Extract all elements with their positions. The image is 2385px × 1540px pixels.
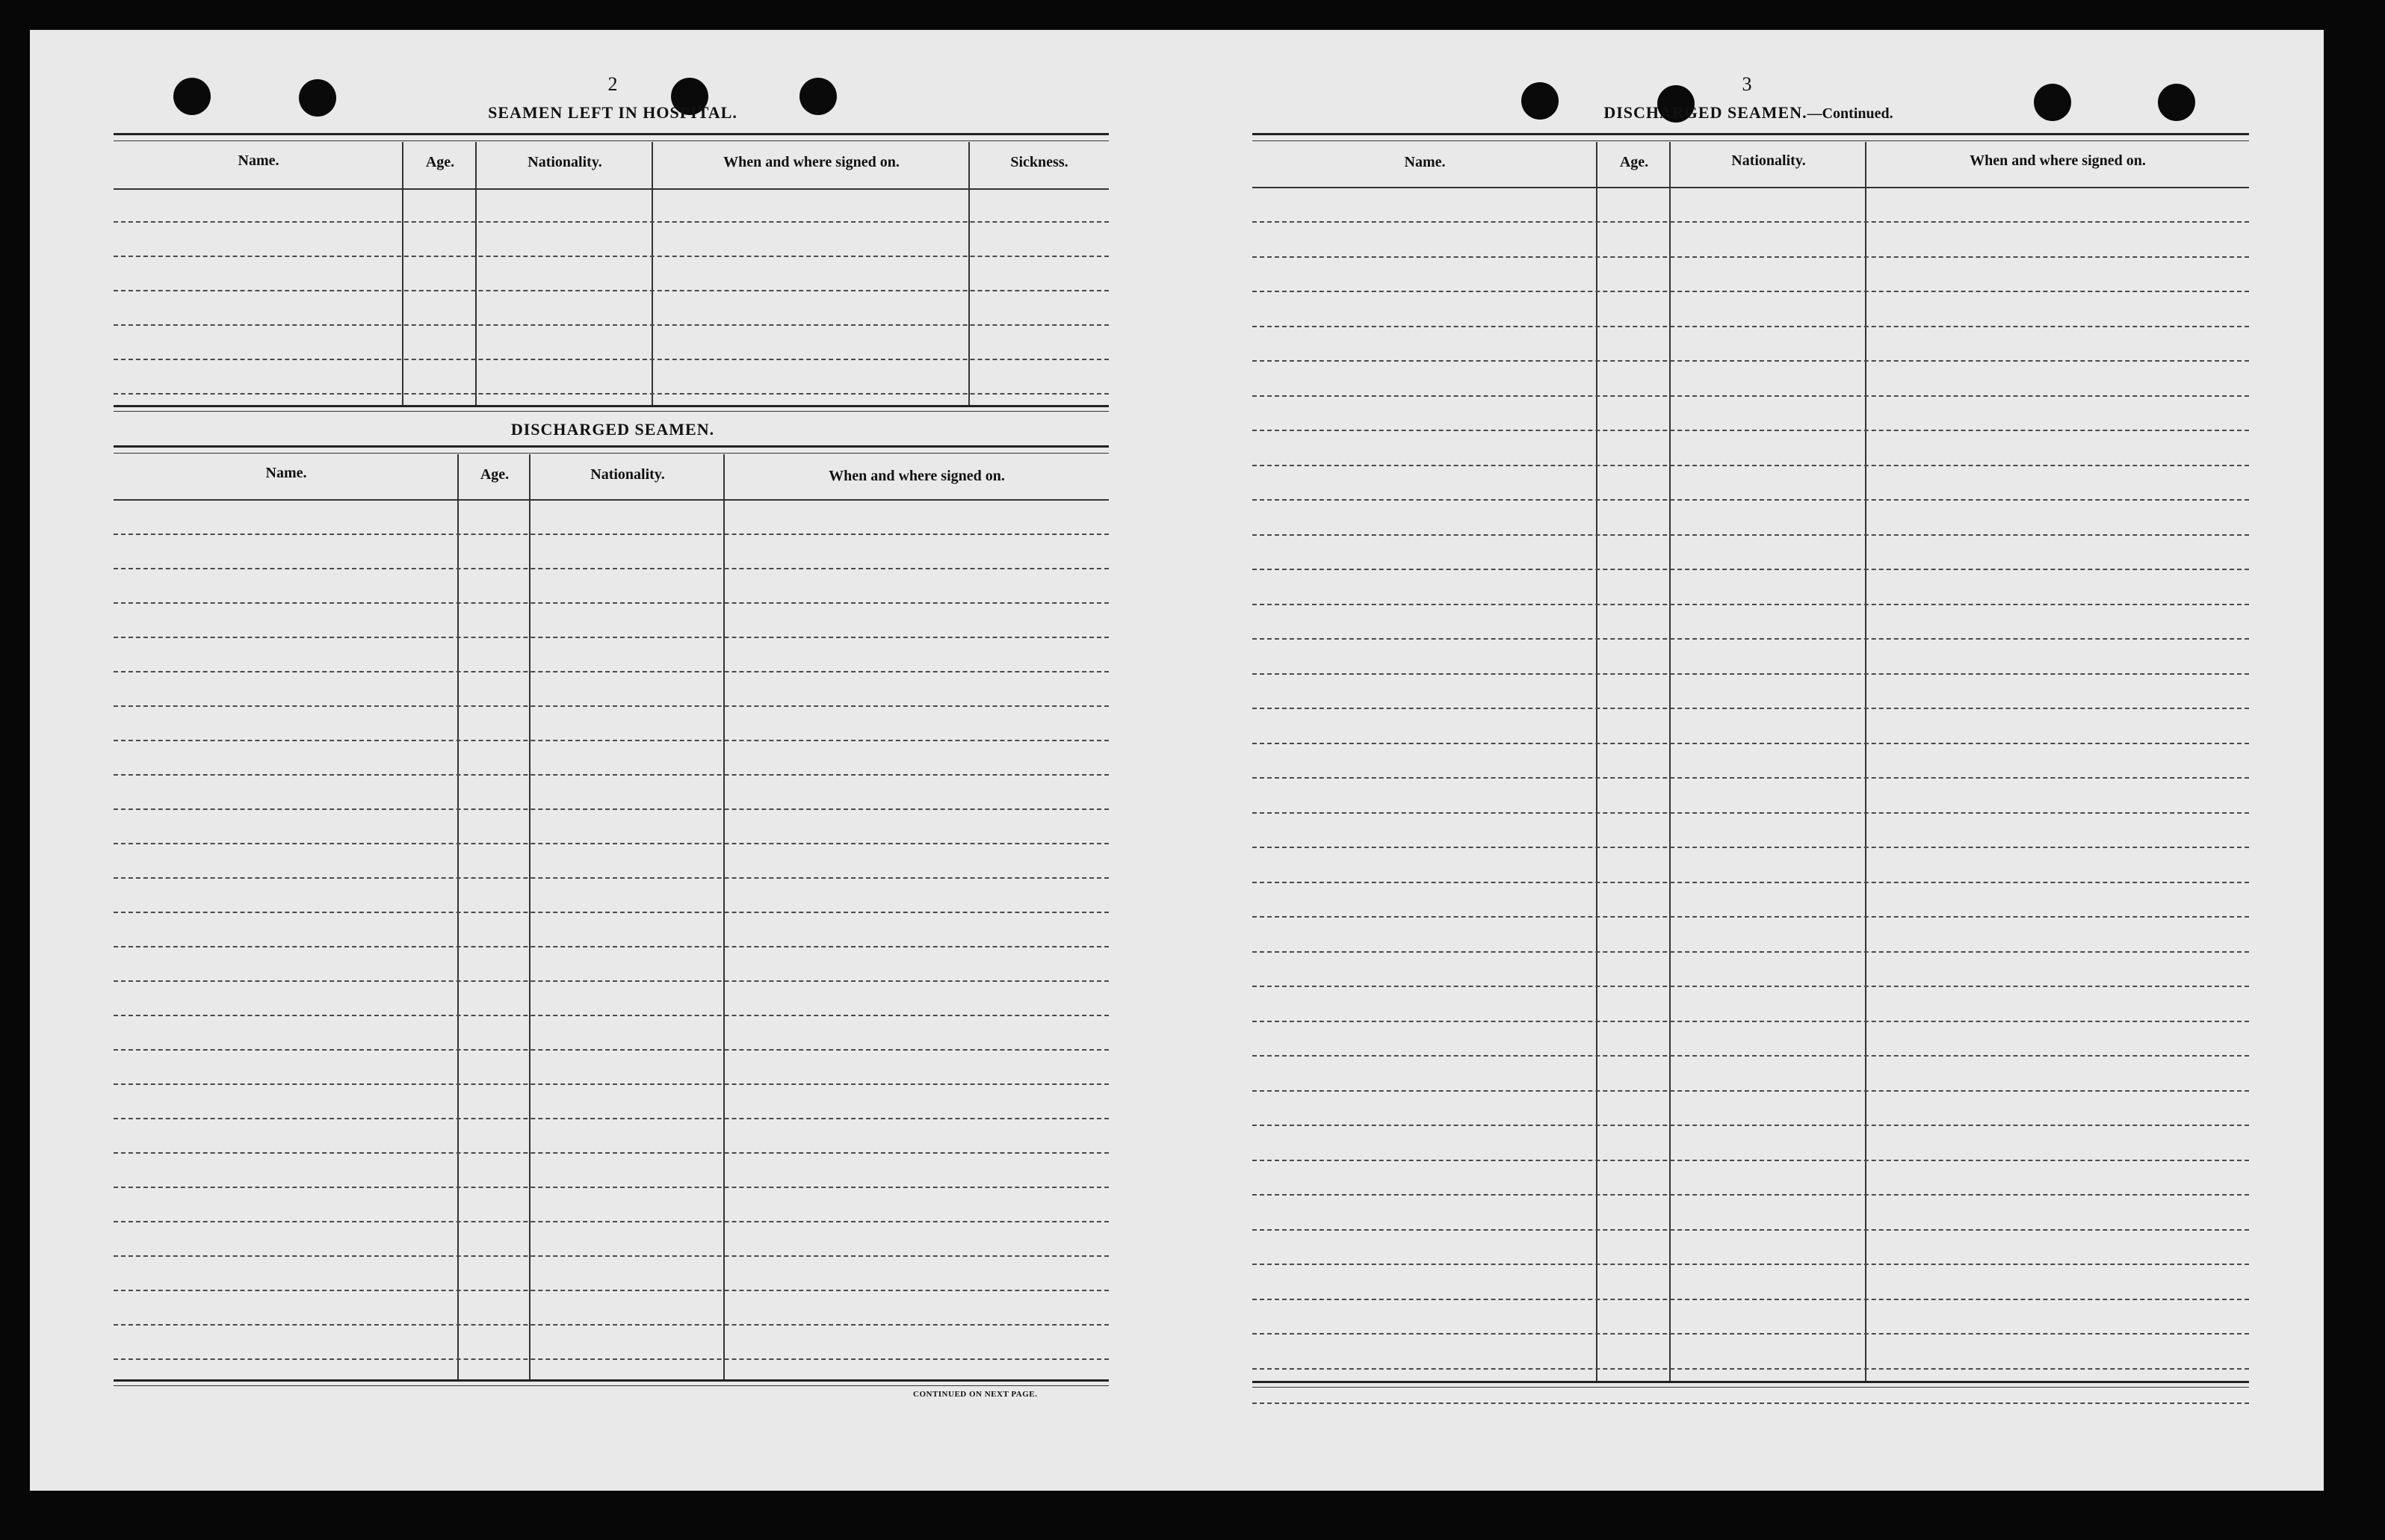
ledger-row-line (1252, 1264, 2249, 1265)
ledger-row-line (114, 324, 1109, 326)
ledger-row-line (114, 1324, 1109, 1326)
discharged-continued-title (1562, 103, 1935, 123)
ledger-row-line (1252, 743, 2249, 744)
page-number-left: 2 (607, 73, 618, 95)
page-number-right: 3 (1742, 73, 1752, 95)
ledger-row-line (114, 843, 1109, 844)
hospital-ledger (114, 133, 1109, 411)
ledger-row-line (114, 705, 1109, 707)
ledger-row-line (114, 1118, 1109, 1119)
ledger-row-line (1252, 430, 2249, 431)
ledger-row-line (114, 1290, 1109, 1291)
ledger-row-line (1252, 986, 2249, 987)
ledger-row-line (114, 877, 1109, 879)
ledger-row-line (1252, 569, 2249, 570)
ledger-row-line (114, 393, 1109, 395)
ledger-row-line (1252, 812, 2249, 814)
column-header-name: Name. (1404, 154, 1446, 170)
discharged-continued-ledger (1252, 133, 2249, 1388)
ledger-row-line (1252, 1021, 2249, 1022)
ledger-row-line (114, 1255, 1109, 1257)
discharged-ledger (114, 445, 1109, 1387)
discharged-continued-title-main: DISCHARGED SEAMEN. (1603, 103, 1807, 122)
ledger-row-line (1252, 1403, 2249, 1404)
hospital-section-title: SEAMEN LEFT IN HOSPITAL. (488, 103, 737, 122)
ledger-row-line (114, 808, 1109, 810)
ledger-row-line (114, 221, 1109, 223)
ledger-row-line (1252, 916, 2249, 918)
ledger-row-line (1252, 395, 2249, 397)
ledger-row-line (1252, 360, 2249, 362)
ledger-row-line (114, 740, 1109, 741)
punch-hole (173, 78, 211, 115)
punch-hole (2158, 84, 2195, 121)
column-header-nationality: Nationality. (1731, 152, 1806, 169)
ledger-row-line (114, 1187, 1109, 1188)
ledger-row-line (114, 256, 1109, 257)
ledger-row-line (114, 1049, 1109, 1051)
ledger-row-line (114, 1083, 1109, 1085)
ledger-row-line (1252, 1055, 2249, 1057)
ledger-row-line (1252, 777, 2249, 779)
ledger-row-line (1252, 499, 2249, 501)
ledger-row-line (1252, 1333, 2249, 1335)
ledger-row-line (114, 1152, 1109, 1154)
ledger-row-line (1252, 465, 2249, 466)
ledger-row-line (1252, 882, 2249, 883)
column-header-age: Age. (1619, 154, 1649, 170)
ledger-row-line (1252, 256, 2249, 258)
discharged-section-title: DISCHARGED SEAMEN. (510, 420, 715, 439)
ledger-row-line (114, 290, 1109, 291)
ledger-row-line (1252, 951, 2249, 953)
column-header-nationality: Nationality. (590, 466, 665, 483)
ledger-row-line (114, 1358, 1109, 1360)
punch-hole (299, 79, 336, 117)
ledger-row-line (114, 774, 1109, 776)
ledger-row-line (1252, 1229, 2249, 1231)
ledger-row-line (1252, 326, 2249, 327)
ledger-row-line (1252, 1299, 2249, 1300)
ledger-row-line (1252, 221, 2249, 223)
column-header-sickness: Sickness. (1010, 154, 1068, 170)
ledger-row-line (114, 1015, 1109, 1016)
column-header-nationality: Nationality. (528, 154, 602, 170)
ledger-row-line (1252, 604, 2249, 605)
ledger-row-line (1252, 708, 2249, 709)
ledger-row-line (114, 912, 1109, 913)
ledger-row-line (114, 980, 1109, 982)
ledger-row-line (114, 534, 1109, 535)
column-header-name: Name. (265, 465, 307, 481)
ledger-row-line (1252, 1368, 2249, 1370)
ledger-row-line (114, 637, 1109, 638)
ledger-row-line (1252, 1194, 2249, 1196)
punch-hole (2034, 84, 2071, 121)
ledger-row-line (1252, 1160, 2249, 1161)
column-header-age: Age. (480, 466, 510, 483)
ledger-row-line (114, 359, 1109, 360)
ledger-row-line (114, 671, 1109, 672)
column-header-name: Name. (238, 152, 279, 169)
ledger-row-line (1252, 638, 2249, 640)
ledger-row-line (1252, 291, 2249, 292)
punch-hole (1521, 82, 1559, 120)
discharged-continued-suffix: —Continued. (1807, 105, 1893, 122)
column-header-signed-on: When and where signed on. (1970, 152, 2146, 169)
ledger-row-line (1252, 1125, 2249, 1126)
ledger-row-line (1252, 847, 2249, 848)
continued-note: CONTINUED ON NEXT PAGE. (913, 1390, 1038, 1399)
column-header-signed-on: When and where signed on. (723, 154, 900, 170)
ledger-row-line (114, 1221, 1109, 1222)
ledger-row-line (1252, 1090, 2249, 1092)
column-header-signed-on: When and where signed on. (829, 468, 1005, 484)
ledger-row-line (114, 602, 1109, 604)
ledger-row-line (114, 946, 1109, 947)
column-header-age: Age. (425, 154, 455, 170)
ledger-row-line (1252, 534, 2249, 536)
ledger-row-line (114, 568, 1109, 569)
ledger-row-line (1252, 673, 2249, 675)
